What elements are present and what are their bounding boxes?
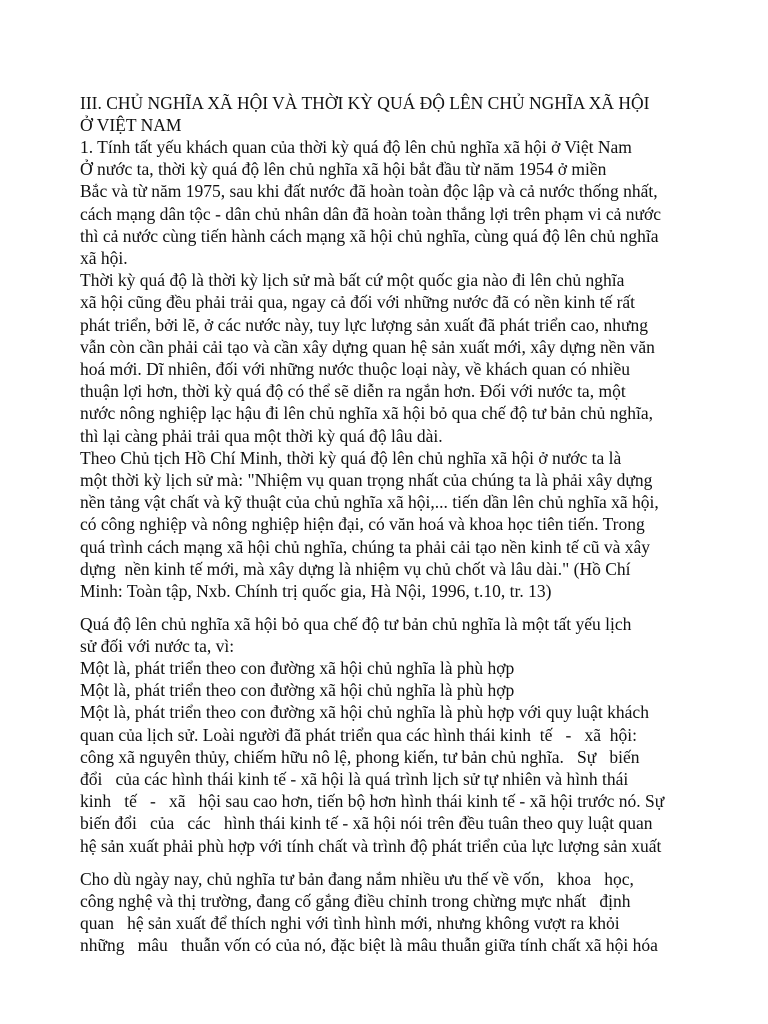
paragraph-line: thuận lợi hơn, thời kỳ quá độ có thể sẽ diễn ra ngắn hơn. Đối với nước ta, một — [80, 381, 626, 401]
paragraph-line: thì lại càng phải trải qua một thời kỳ quá độ lâu dài. — [80, 426, 443, 446]
paragraph-line: sử đối với nước ta, vì: — [80, 636, 235, 656]
section-heading: III. CHỦ NGHĨA XÃ HỘI VÀ THỜI KỲ QUÁ ĐỘ LÊN CHỦ NGHĨA XÃ HỘI — [80, 93, 650, 113]
paragraph-line: Một là, phát triển theo con đường xã hội chủ nghĩa là phù hợp — [80, 680, 515, 700]
paragraph-line: xã hội. — [80, 248, 128, 268]
paragraph-line: nền tảng vật chất và kỹ thuật của chủ nghĩa xã hội,... tiến dần lên chủ nghĩa xã hội, — [80, 492, 659, 512]
section-heading-cont: Ở VIỆT NAM — [80, 115, 182, 135]
paragraph-line: dựng nền kinh tế mới, mà xây dựng là nhiệm vụ chủ chốt và lâu dài." (Hồ Chí — [80, 559, 631, 579]
paragraph-line: biến đổi của các hình thái kinh tế - xã hội nói trên đều tuân theo quy luật quan — [80, 813, 653, 833]
paragraph-line: cách mạng dân tộc - dân chủ nhân dân đã hoàn toàn thắng lợi trên phạm vi cả nước — [80, 204, 661, 224]
paragraph-line: những mâu thuẫn vốn có của nó, đặc biệt là mâu thuẫn giữa tính chất xã hội hóa — [80, 935, 658, 955]
paragraph-line: quá trình cách mạng xã hội chủ nghĩa, chúng ta phải cải tạo nền kinh tế cũ và xây — [80, 537, 651, 557]
paragraph-line: có công nghiệp và nông nghiệp hiện đại, có văn hoá và khoa học tiên tiến. Trong — [80, 514, 645, 534]
paragraph-line: Theo Chủ tịch Hồ Chí Minh, thời kỳ quá độ lên chủ nghĩa xã hội ở nước ta là — [80, 448, 622, 468]
paragraph-line: Một là, phát triển theo con đường xã hội chủ nghĩa là phù hợp — [80, 658, 515, 678]
subsection-heading: 1. Tính tất yếu khách quan của thời kỳ quá độ lên chủ nghĩa xã hội ở Việt Nam — [80, 137, 632, 157]
paragraph-line: kinh tế - xã hội sau cao hơn, tiến bộ hơn hình thái kinh tế - xã hội trước nó. Sự — [80, 791, 665, 811]
paragraph-line: công xã nguyên thủy, chiếm hữu nô lệ, phong kiến, tư bản chủ nghĩa. Sự biến — [80, 747, 640, 767]
paragraph-line: xã hội cũng đều phải trải qua, ngay cả đối với những nước đã có nền kinh tế rất — [80, 292, 636, 312]
paragraph-line: quan hệ sản xuất để thích nghi với tình hình mới, nhưng không vượt ra khỏi — [80, 913, 620, 933]
paragraph-line: nước nông nghiệp lạc hậu đi lên chủ nghĩa xã hội bỏ qua chế độ tư bản chủ nghĩa, — [80, 403, 654, 423]
paragraph-line: một thời kỳ lịch sử mà: "Nhiệm vụ quan trọng nhất của chúng ta là phải xây dựng — [80, 470, 653, 490]
paragraph-line: hoá mới. Dĩ nhiên, đối với những nước thuộc loại này, về khách quan có nhiều — [80, 359, 631, 379]
paragraph-line: Ở nước ta, thời kỳ quá độ lên chủ nghĩa xã hội bắt đầu từ năm 1954 ở miền — [80, 159, 607, 179]
paragraph-line: Một là, phát triển theo con đường xã hội chủ nghĩa là phù hợp với quy luật khách — [80, 702, 649, 722]
paragraph-line: vẫn còn cần phải cải tạo và cần xây dựng quan hệ sản xuất mới, xây dựng nền văn — [80, 337, 655, 357]
paragraph-line: Quá độ lên chủ nghĩa xã hội bỏ qua chế độ tư bản chủ nghĩa là một tất yếu lịch — [80, 614, 632, 634]
citation-line: Minh: Toàn tập, Nxb. Chính trị quốc gia, Hà Nội, 1996, t.10, tr. 13) — [80, 581, 552, 601]
paragraph-line: Cho dù ngày nay, chủ nghĩa tư bản đang nắm nhiều ưu thế về vốn, khoa học, — [80, 869, 634, 889]
paragraph-line: công nghệ và thị trường, đang cố gắng điều chỉnh trong chừng mực nhất định — [80, 891, 631, 911]
paragraph-line: Bắc và từ năm 1975, sau khi đất nước đã hoàn toàn độc lập và cả nước thống nhất, — [80, 181, 658, 201]
paragraph-line: phát triển, bởi lẽ, ở các nước này, tuy lực lượng sản xuất đã phát triển cao, nhưng — [80, 315, 649, 335]
paragraph-line: thì cả nước cùng tiến hành cách mạng xã hội chủ nghĩa, cùng quá độ lên chủ nghĩa — [80, 226, 659, 246]
paragraph-line: quan của lịch sử. Loài người đã phát triển qua các hình thái kinh tế - xã hội: — [80, 725, 637, 745]
paragraph-line: Thời kỳ quá độ là thời kỳ lịch sử mà bất cứ một quốc gia nào đi lên chủ nghĩa — [80, 270, 625, 290]
paragraph-line: đổi của các hình thái kinh tế - xã hội là quá trình lịch sử tự nhiên và hình thái — [80, 769, 629, 789]
paragraph-line: hệ sản xuất phải phù hợp với tính chất và trình độ phát triển của lực lượng sản xuất — [80, 836, 662, 856]
